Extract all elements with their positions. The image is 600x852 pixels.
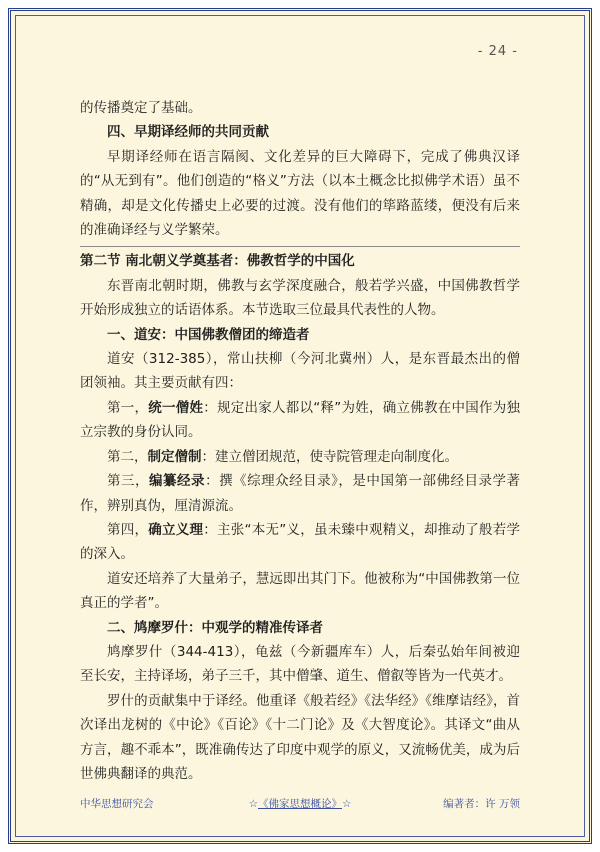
item-text: ：撰《综理众经目录》，是中国第一部佛经目录学著作，辨别真伪，厘清源流。 (80, 473, 521, 514)
heading-kumarajiva: 二、鸠摩罗什：中观学的精准传译者 (107, 619, 323, 636)
heading-daoan: 一、道安：中国佛教僧团的缔造者 (107, 326, 310, 343)
contribution-item-4 (80, 518, 520, 567)
section-divider (80, 246, 520, 247)
contribution-item-1 (80, 396, 520, 445)
section-title: 第二节 南北朝义学奠基者：佛教哲学的中国化 (80, 253, 355, 270)
footer-title-text: 《佛家思想概论》 (258, 798, 342, 810)
paragraph-continuation: 的传播奠定了基础。 (80, 100, 202, 116)
paragraph-kumarajiva-contribution: 罗什的贡献集中于译经。他重译《般若经》《法华经》《维摩诘经》，首次译出龙树的《中论》《百论》《十二门论》及《大智度论》。其译文“曲从方言，趣不乖本”，既准确传达了印度中观学的原义，又流畅优美，成为后世佛典翻译的典范。 (80, 692, 520, 782)
item-prefix: 第四， (107, 521, 149, 538)
paragraph-section-intro: 东晋南北朝时期，佛教与玄学深度融合，般若学兴盛，中国佛教哲学开始形成独立的话语体系。本节选取三位最具代表性的人物。 (80, 277, 520, 319)
item-prefix: 第一， (107, 399, 149, 416)
page-number: - 24 - (477, 44, 518, 59)
contribution-item-3 (80, 469, 520, 518)
item-prefix: 第二， (107, 448, 148, 465)
footer-organization: 中华思想研究会 (80, 798, 154, 810)
contribution-item-2 (80, 445, 520, 469)
item-keyword: 编纂经录 (149, 473, 206, 490)
paragraph-daoan-intro: 道安（312-385），常山扶柳（今河北冀州）人，是东晋最杰出的僧团领袖。其主要贡献有四： (80, 351, 520, 392)
item-keyword: 制定僧制 (147, 448, 202, 465)
item-text: ：规定出家人都以“释”为姓，确立佛教在中国作为独立宗教的身份认同。 (80, 399, 520, 441)
paragraph-kumarajiva-intro: 鸠摩罗什（344-413），龟兹（今新疆库车）人，后秦弘始年间被迎至长安，主持译场，弟子三千，其中僧肇、道生、僧叡等皆为一代英才。 (80, 643, 520, 685)
footer-author: 编著者：许 万领 (443, 798, 520, 810)
star-icon: ☆ (342, 798, 352, 810)
item-text: ：建立僧团规范，使寺院管理走向制度化。 (201, 448, 458, 465)
subheading-early-translators: 四、早期译经师的共同贡献 (107, 124, 269, 141)
page-content (80, 96, 520, 786)
star-icon: ☆ (248, 798, 258, 810)
item-prefix: 第三， (107, 473, 150, 490)
paragraph-early-translators: 早期译经师在语言隔阂、文化差异的巨大障碍下，完成了佛典汉译的“从无到有”。他们创造的“格义”方法（以本土概念比拟佛学术语）虽不精确，却是文化传播史上必要的过渡。没有他们的筚路蓝缕，便没有后来的准确译经与义学繁荣。 (80, 148, 520, 239)
paragraph-daoan-legacy: 道安还培养了大量弟子，慧远即出其门下。他被称为“中国佛教第一位真正的学者”。 (80, 570, 520, 612)
item-keyword: 统一僧姓 (148, 399, 204, 416)
item-text: ：主张“本无”义，虽未臻中观精义，却推动了般若学的深入。 (80, 521, 520, 563)
item-keyword: 确立义理 (148, 521, 204, 538)
